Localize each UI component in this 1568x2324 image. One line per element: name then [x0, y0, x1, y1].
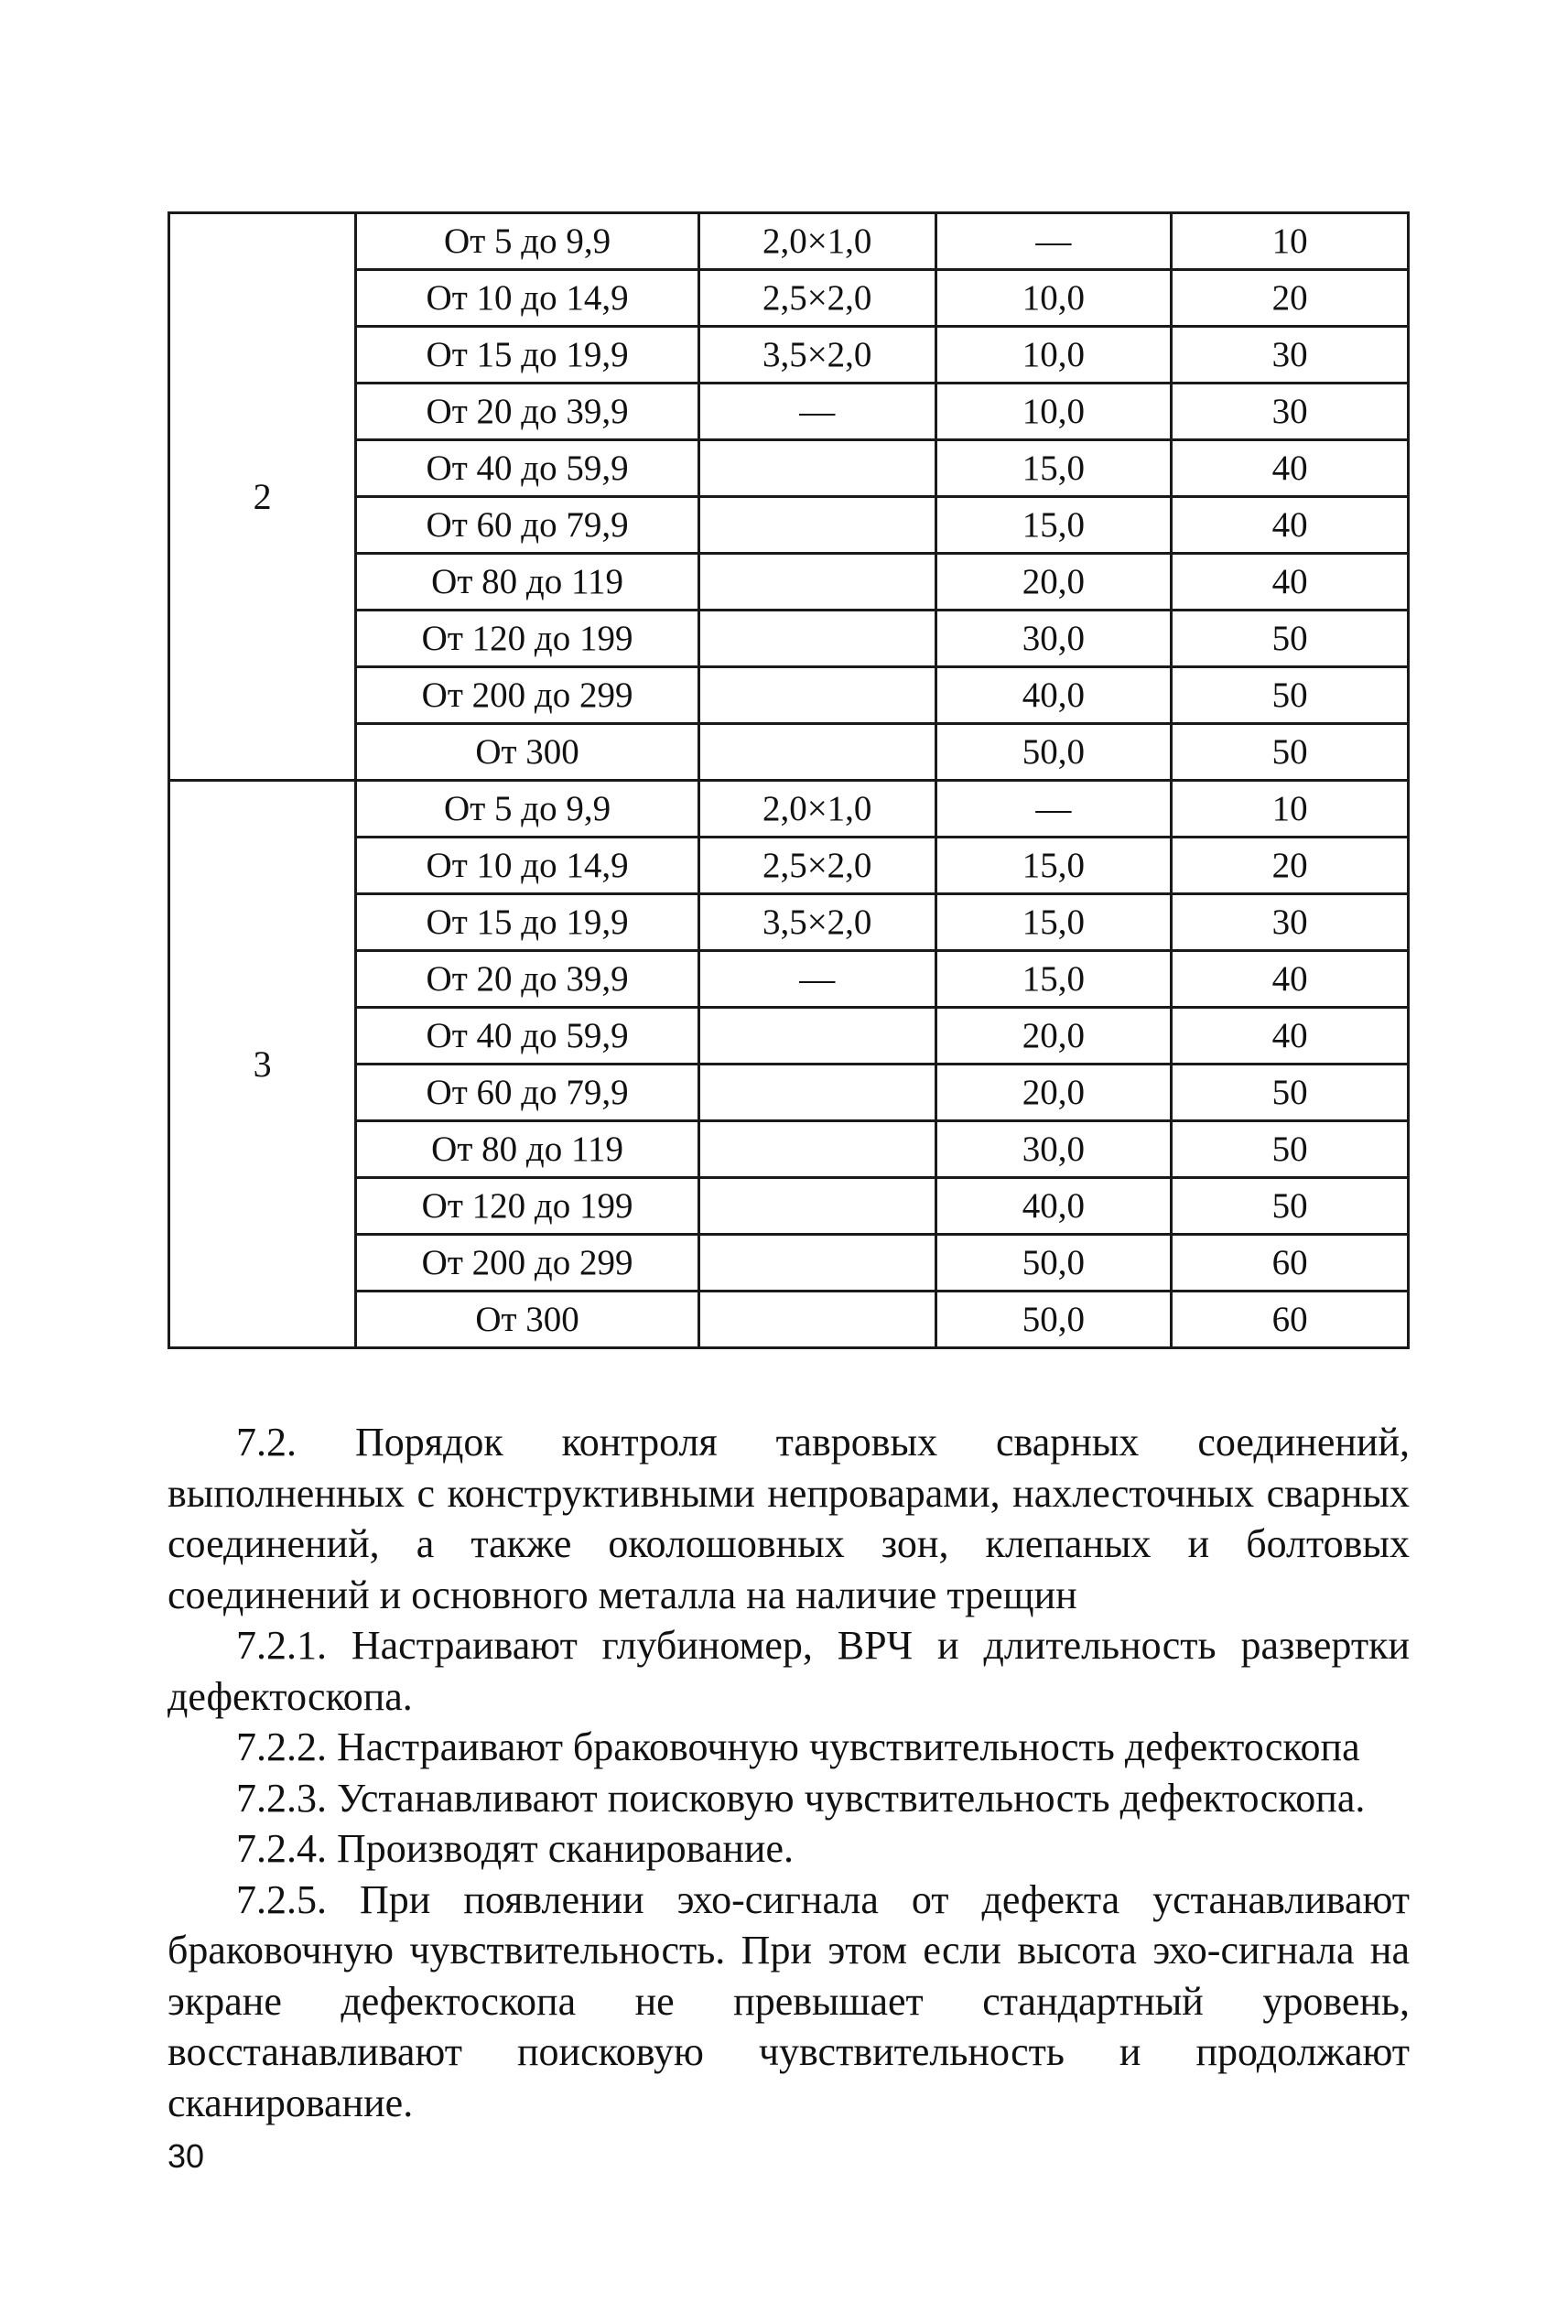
paragraph-7-2-3: 7.2.3. Устанавливают поисковую чувствительность дефектоскопа.	[236, 1775, 1366, 1821]
sensitivity-cell: 30	[1172, 894, 1409, 951]
table-body	[169, 213, 1409, 1348]
reflector-cell	[698, 440, 935, 497]
depth-cell: 10,0	[935, 384, 1172, 440]
depth-cell: 15,0	[935, 894, 1172, 951]
sensitivity-table	[168, 211, 1410, 1349]
group-label-cell: 2	[169, 213, 356, 781]
sensitivity-cell: 50	[1172, 1178, 1409, 1235]
depth-cell: 10,0	[935, 327, 1172, 384]
sensitivity-cell: 50	[1172, 667, 1409, 724]
reflector-cell: 2,5×2,0	[698, 838, 935, 894]
paragraph-7-2-2: 7.2.2. Настраивают браковочную чувствительность дефектоскопа	[236, 1724, 1360, 1769]
reflector-cell: 3,5×2,0	[698, 894, 935, 951]
thickness-cell: От 300	[356, 1292, 698, 1348]
sensitivity-cell: 40	[1172, 497, 1409, 554]
thickness-cell: От 40 до 59,9	[356, 1008, 698, 1065]
reflector-cell: 2,5×2,0	[698, 270, 935, 327]
depth-cell: 50,0	[935, 1235, 1172, 1292]
page-number: 30	[168, 2137, 205, 2175]
depth-cell: 30,0	[935, 611, 1172, 667]
reflector-cell	[698, 554, 935, 611]
thickness-cell: От 15 до 19,9	[356, 894, 698, 951]
reflector-cell: 3,5×2,0	[698, 327, 935, 384]
depth-cell: 20,0	[935, 1008, 1172, 1065]
table-row	[169, 781, 1409, 838]
reflector-cell	[698, 611, 935, 667]
sensitivity-cell: 30	[1172, 384, 1409, 440]
thickness-cell: От 15 до 19,9	[356, 327, 698, 384]
sensitivity-cell: 10	[1172, 781, 1409, 838]
thickness-cell: От 10 до 14,9	[356, 838, 698, 894]
reflector-cell	[698, 497, 935, 554]
reflector-cell	[698, 1008, 935, 1065]
thickness-cell: От 20 до 39,9	[356, 384, 698, 440]
thickness-cell: От 60 до 79,9	[356, 1065, 698, 1121]
reflector-cell	[698, 1178, 935, 1235]
thickness-cell: От 10 до 14,9	[356, 270, 698, 327]
reflector-cell	[698, 1292, 935, 1348]
paragraph-7-2-4: 7.2.4. Производят сканирование.	[236, 1826, 794, 1871]
group-label-cell: 3	[169, 781, 356, 1348]
table-row	[169, 213, 1409, 270]
sensitivity-cell: 40	[1172, 554, 1409, 611]
paragraph-7-2-5: 7.2.5. При появлении эхо-сигнала от дефекта устанавливают браковочную чувствительность. При этом если высота эхо-сигнала на экране дефектоскопа не превышает стандартный уровень, восстанавливают поисковую чувствительность и продолжают сканирование.	[168, 1876, 1410, 2125]
sensitivity-cell: 20	[1172, 838, 1409, 894]
thickness-cell: От 80 до 119	[356, 1121, 698, 1178]
sensitivity-cell: 50	[1172, 1121, 1409, 1178]
thickness-cell: От 80 до 119	[356, 554, 698, 611]
sensitivity-cell: 20	[1172, 270, 1409, 327]
thickness-cell: От 5 до 9,9	[356, 781, 698, 838]
depth-cell: 20,0	[935, 554, 1172, 611]
depth-cell: 50,0	[935, 1292, 1172, 1348]
depth-cell: 15,0	[935, 951, 1172, 1008]
reflector-cell: 2,0×1,0	[698, 781, 935, 838]
sensitivity-cell: 60	[1172, 1235, 1409, 1292]
reflector-cell	[698, 1121, 935, 1178]
depth-cell: 15,0	[935, 838, 1172, 894]
thickness-cell: От 200 до 299	[356, 667, 698, 724]
sensitivity-cell: 10	[1172, 213, 1409, 270]
thickness-cell: От 120 до 199	[356, 611, 698, 667]
paragraph-7-2-1: 7.2.1. Настраивают глубиномер, ВРЧ и длительность развертки дефектоскопа.	[168, 1623, 1410, 1719]
thickness-cell: От 40 до 59,9	[356, 440, 698, 497]
thickness-cell: От 60 до 79,9	[356, 497, 698, 554]
depth-cell: 15,0	[935, 440, 1172, 497]
sensitivity-cell: 30	[1172, 327, 1409, 384]
reflector-cell: 2,0×1,0	[698, 213, 935, 270]
reflector-cell	[698, 667, 935, 724]
depth-cell: 40,0	[935, 1178, 1172, 1235]
sensitivity-cell: 40	[1172, 1008, 1409, 1065]
depth-cell: 50,0	[935, 724, 1172, 781]
paragraph-7-2: 7.2. Порядок контроля тавровых сварных соединений, выполненных с конструктивными непроварами, нахлесточных сварных соединений, а также околошовных зон, клепаных и болтовых соединений и основного металла на наличие трещин	[168, 1420, 1410, 1617]
reflector-cell	[698, 1235, 935, 1292]
sensitivity-cell: 50	[1172, 611, 1409, 667]
depth-cell: —	[935, 213, 1172, 270]
thickness-cell: От 120 до 199	[356, 1178, 698, 1235]
reflector-cell	[698, 724, 935, 781]
sensitivity-cell: 40	[1172, 951, 1409, 1008]
sensitivity-cell: 40	[1172, 440, 1409, 497]
sensitivity-cell: 50	[1172, 1065, 1409, 1121]
reflector-cell: —	[698, 951, 935, 1008]
depth-cell: —	[935, 781, 1172, 838]
reflector-cell	[698, 1065, 935, 1121]
thickness-cell: От 300	[356, 724, 698, 781]
body-text	[168, 1417, 1410, 2128]
depth-cell: 40,0	[935, 667, 1172, 724]
sensitivity-cell: 50	[1172, 724, 1409, 781]
depth-cell: 10,0	[935, 270, 1172, 327]
depth-cell: 15,0	[935, 497, 1172, 554]
thickness-cell: От 20 до 39,9	[356, 951, 698, 1008]
reflector-cell: —	[698, 384, 935, 440]
depth-cell: 30,0	[935, 1121, 1172, 1178]
sensitivity-cell: 60	[1172, 1292, 1409, 1348]
thickness-cell: От 200 до 299	[356, 1235, 698, 1292]
depth-cell: 20,0	[935, 1065, 1172, 1121]
thickness-cell: От 5 до 9,9	[356, 213, 698, 270]
